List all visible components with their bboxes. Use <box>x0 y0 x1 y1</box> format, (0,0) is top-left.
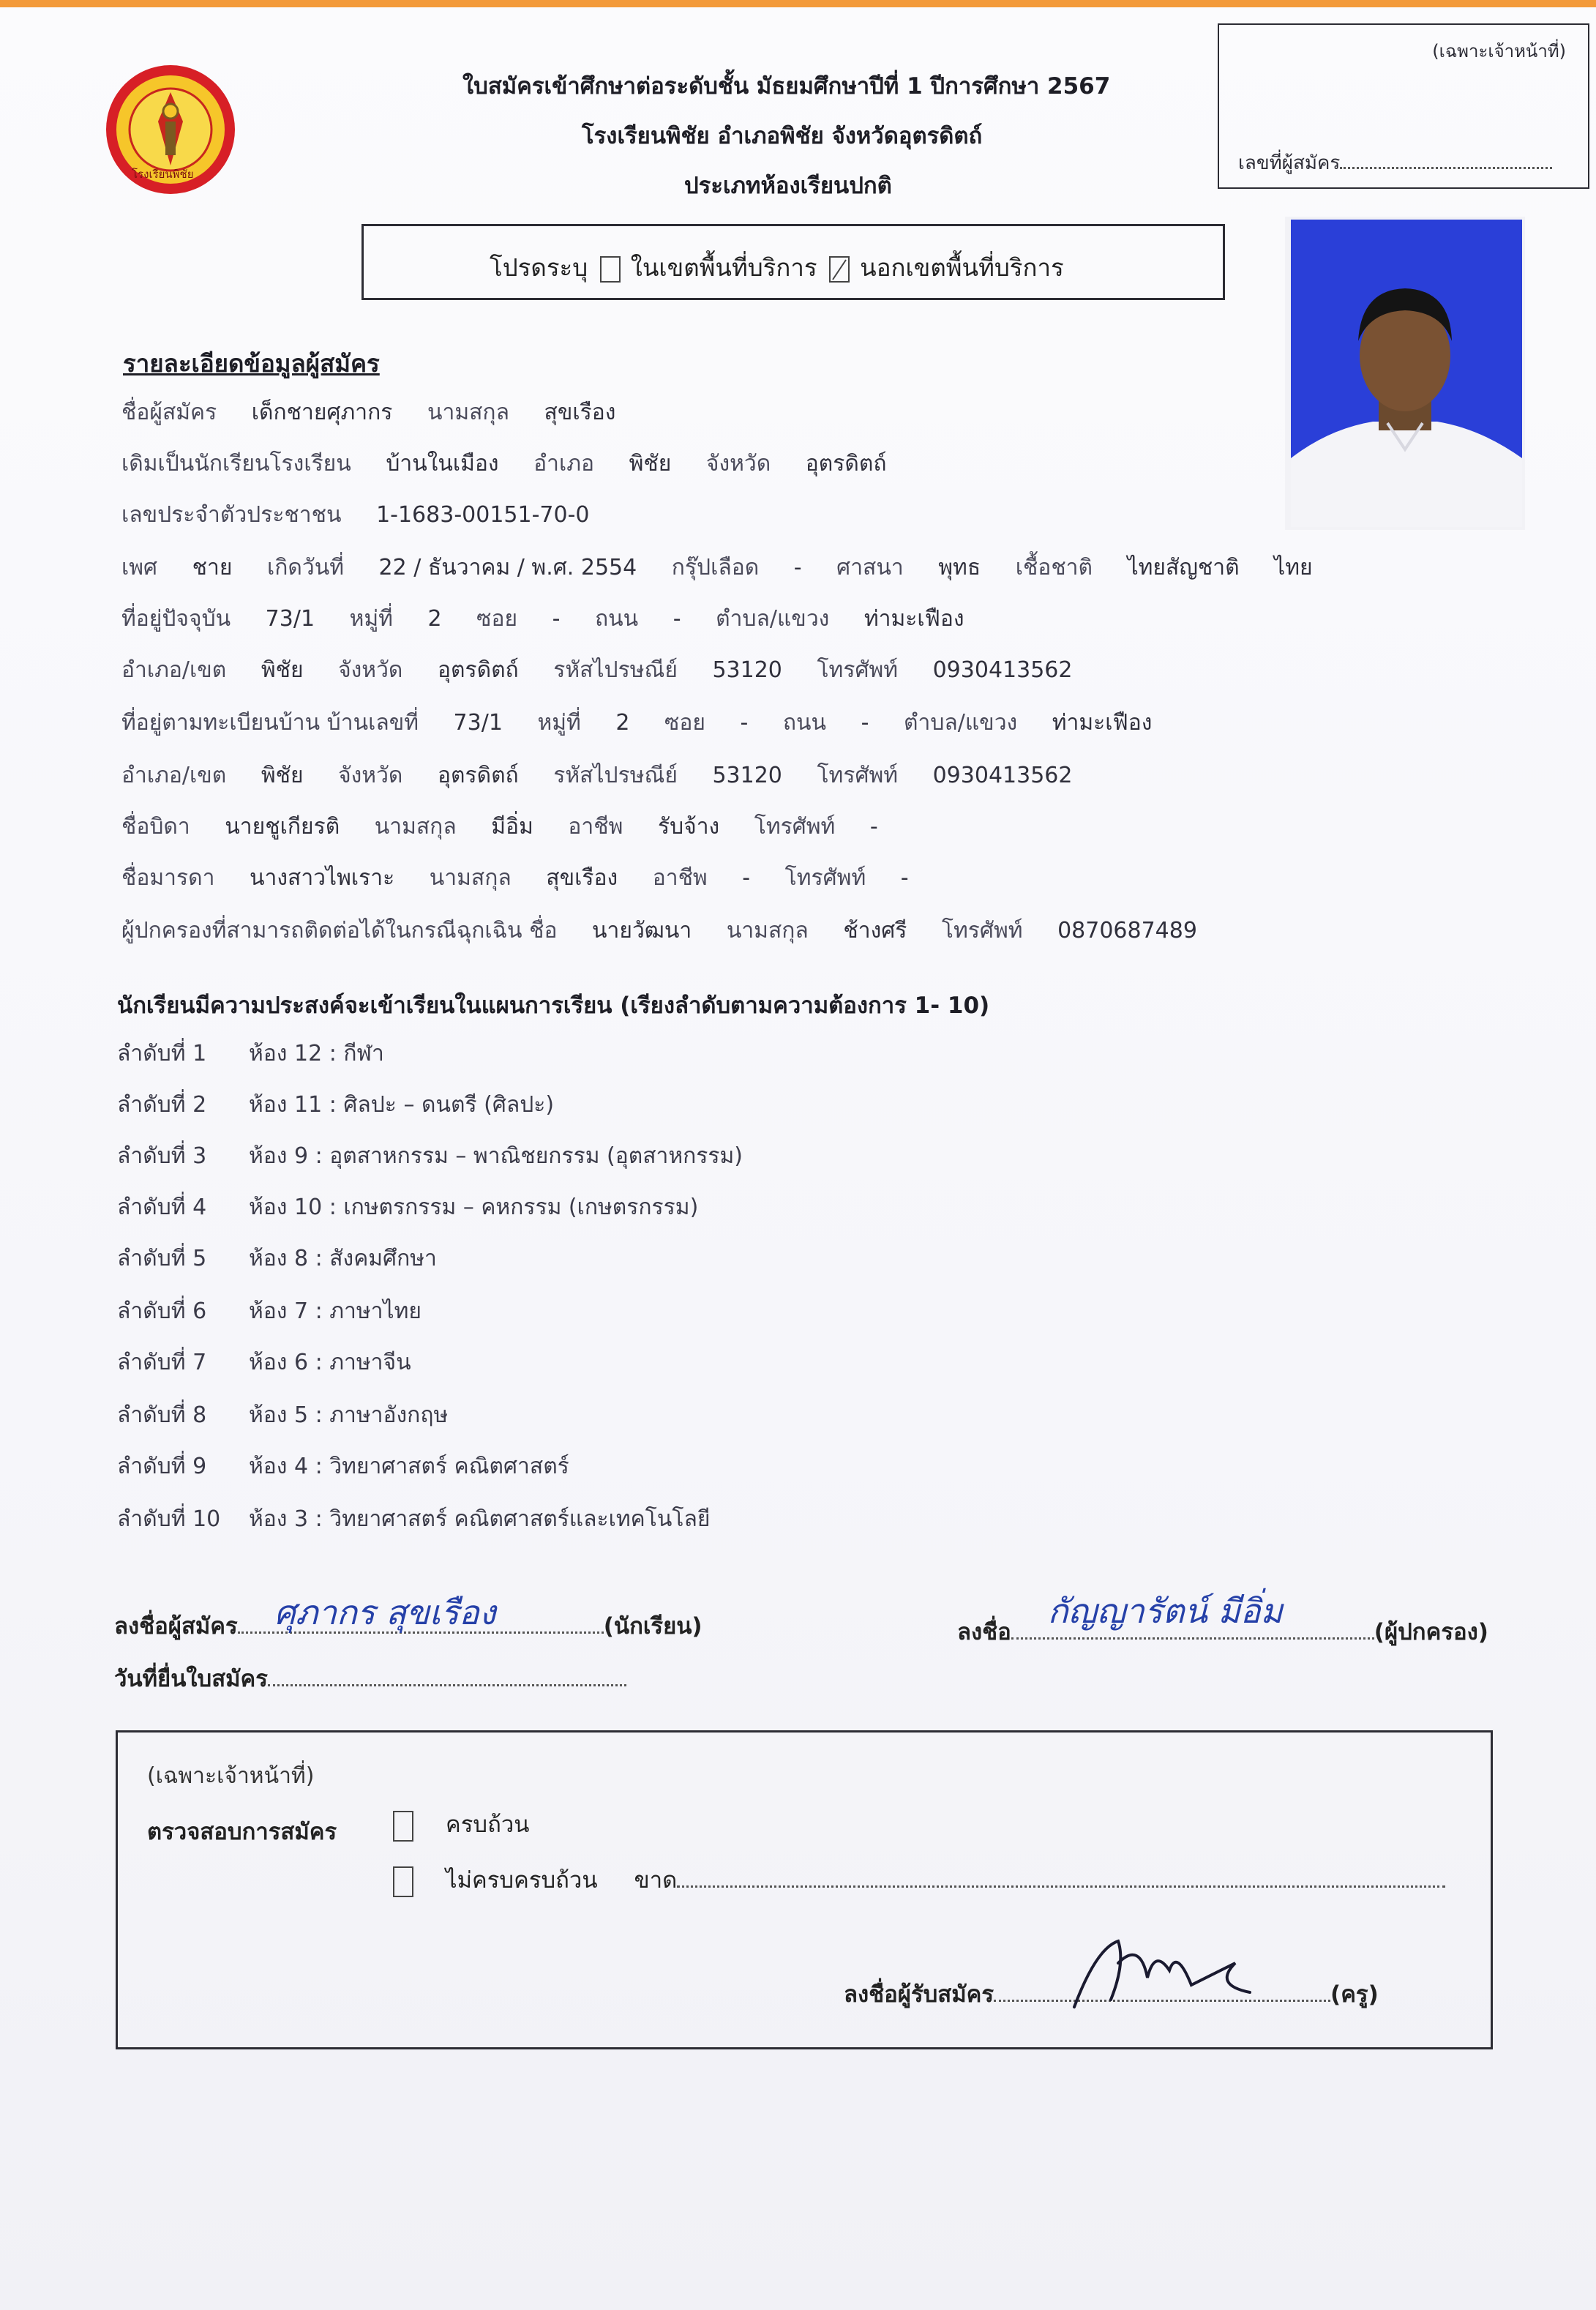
choice-room: ห้อง 7 : ภาษาไทย <box>249 1298 422 1324</box>
incomplete-option[interactable] <box>389 1861 1445 1898</box>
applicant-number-label <box>1238 148 1552 178</box>
applicant-number-blank[interactable] <box>1340 167 1552 169</box>
applicant-surname[interactable]: สุขเรือง <box>544 400 616 425</box>
in-zone-checkbox[interactable] <box>600 256 621 283</box>
choice-rank: ลำดับที่ 6 <box>117 1298 207 1324</box>
choice-room: ห้อง 12 : กีฬา <box>249 1041 384 1066</box>
father-surname-label: นามสกุล <box>374 814 457 840</box>
current-zip[interactable]: 53120 <box>712 657 782 683</box>
choice-rank: ลำดับที่ 4 <box>117 1195 207 1220</box>
choice-rank: ลำดับที่ 7 <box>117 1350 207 1375</box>
guardian-surname-label: นามสกุล <box>726 918 809 943</box>
guardian-tel[interactable]: 0870687489 <box>1057 918 1197 943</box>
choice-item[interactable] <box>117 1088 554 1122</box>
applicant-name-row <box>121 395 643 430</box>
registered-zip-label: รหัสไปรษณีย์ <box>553 763 678 788</box>
blood-type[interactable]: - <box>793 555 802 580</box>
registered-tel-label: โทรศัพท์ <box>817 763 899 788</box>
receiver-signature-line[interactable] <box>994 2000 1330 2002</box>
national-id-row <box>121 498 618 532</box>
applicant-signature: ศุภากร สุขเรือง <box>274 1593 496 1632</box>
birth-label: เกิดวันที่ <box>266 555 344 580</box>
class-type-line: ประเภทห้องเรียนปกติ <box>684 173 892 199</box>
applicant-role: (นักเรียน) <box>603 1613 703 1640</box>
sex-label: เพศ <box>121 555 158 580</box>
birth-date[interactable]: 22 / ธันวาคม / พ.ศ. 2554 <box>378 555 637 580</box>
school-province-label: จังหวัด <box>705 451 771 476</box>
current-province[interactable]: อุตรดิตถ์ <box>437 657 519 683</box>
father-name[interactable]: นายชูเกียรติ <box>225 814 340 840</box>
current-amphoe[interactable]: พิชัย <box>261 657 304 683</box>
applicant-name-label: ชื่อผู้สมัคร <box>121 400 217 425</box>
national-id-label: เลขประจำตัวประชาชน <box>121 502 342 528</box>
in-zone-label: ในเขตพื้นที่บริการ <box>630 253 817 282</box>
current-tambon[interactable]: ท่ามะเฟือง <box>863 606 964 632</box>
guardian-role: (ผู้ปกครอง) <box>1374 1619 1488 1645</box>
out-zone-label: นอกเขตพื้นที่บริการ <box>860 253 1064 282</box>
submit-date-label: วันที่ยื่นใบสมัคร <box>114 1666 268 1692</box>
choice-room: ห้อง 3 : วิทยาศาสตร์ คณิตศาสตร์และเทคโนโลยี <box>249 1506 711 1532</box>
father-label: ชื่อบิดา <box>121 814 190 840</box>
applicant-signature-line[interactable] <box>238 1593 604 1634</box>
registered-address-label: ที่อยู่ตามทะเบียนบ้าน บ้านเลขที่ <box>121 710 419 736</box>
blood-label: กรุ๊ปเลือด <box>671 555 760 580</box>
zone-selection-box <box>361 224 1225 300</box>
registered-tambon-label: ตำบล/แขวง <box>903 710 1018 736</box>
applicant-number-text: เลขที่ผู้สมัคร <box>1238 152 1341 174</box>
section-title: รายละเอียดข้อมูลผู้สมัคร <box>123 349 380 378</box>
guardian-tel-label: โทรศัพท์ <box>941 918 1023 943</box>
logo-text: โรงเรียนพิชัย <box>132 168 194 181</box>
current-address-row <box>121 602 992 636</box>
choice-room: ห้อง 8 : สังคมศึกษา <box>249 1246 437 1271</box>
previous-school-label: เดิมเป็นนักเรียนโรงเรียน <box>121 451 351 476</box>
registered-address-row-2 <box>121 758 1100 793</box>
guardian-signature-row <box>957 1591 1488 1650</box>
choice-rank: ลำดับที่ 3 <box>117 1143 207 1169</box>
choice-rank: ลำดับที่ 2 <box>117 1092 207 1118</box>
father-tel[interactable]: - <box>869 814 878 840</box>
guardian-surname[interactable]: ช้างศรี <box>843 918 907 943</box>
office-note-bottom: (เฉพาะเจ้าหน้าที่) <box>147 1763 315 1789</box>
mother-name[interactable]: นางสาวไพเราะ <box>250 865 395 891</box>
current-road-label: ถนน <box>595 606 639 632</box>
registered-zip[interactable]: 53120 <box>712 763 782 788</box>
father-job-label: อาชีพ <box>568 814 623 840</box>
current-address-row-2 <box>121 653 1100 687</box>
applicant-photo <box>1285 217 1525 530</box>
choice-rank: ลำดับที่ 9 <box>117 1454 207 1479</box>
guardian-label: ผู้ปกครองที่สามารถติดต่อได้ในกรณีฉุกเฉิน ชื่อ <box>121 918 558 943</box>
receiver-role: (ครู) <box>1330 1981 1379 2008</box>
mother-label: ชื่อมารดา <box>121 865 215 891</box>
mother-row <box>121 861 937 895</box>
current-tel[interactable]: 0930413562 <box>932 657 1073 683</box>
mother-surname-label: นามสกุล <box>429 865 512 891</box>
nationality[interactable]: ไทย <box>1274 555 1313 580</box>
current-province-label: จังหวัด <box>338 657 403 683</box>
current-road[interactable]: - <box>673 606 681 632</box>
current-tel-label: โทรศัพท์ <box>817 657 899 683</box>
mother-tel[interactable]: - <box>900 865 909 891</box>
form-title: ใบสมัครเข้าศึกษาต่อระดับชั้น มัธยมศึกษาปีที่ 1 ปีการศึกษา 2567 <box>462 73 1111 100</box>
religion[interactable]: พุทธ <box>938 555 981 580</box>
current-soi[interactable]: - <box>552 606 561 632</box>
registered-moo-label: หมู่ที่ <box>537 710 581 736</box>
school-line: โรงเรียนพิชัย อำเภอพิชัย จังหวัดอุตรดิตถ์ <box>582 123 983 149</box>
guardian-row <box>121 913 1225 948</box>
choice-item[interactable] <box>117 1139 743 1173</box>
missing-items-line[interactable] <box>677 1885 1445 1888</box>
choice-room: ห้อง 6 : ภาษาจีน <box>249 1350 411 1375</box>
current-tambon-label: ตำบล/แขวง <box>716 606 830 632</box>
school-logo <box>104 63 237 196</box>
applicant-signature-row <box>114 1593 703 1644</box>
choice-item[interactable] <box>117 1449 569 1484</box>
mother-job-label: อาชีพ <box>652 865 708 891</box>
out-zone-checkbox[interactable] <box>829 256 850 283</box>
choice-room: ห้อง 9 : อุตสาหกรรม – พาณิชยกรรม (อุตสาหกรรม) <box>249 1143 743 1169</box>
orange-top-edge <box>0 0 1596 7</box>
registered-amphoe-label: อำเภอ/เขต <box>121 763 227 788</box>
choice-rank: ลำดับที่ 10 <box>117 1506 221 1532</box>
race-label: เชื้อชาติ <box>1015 555 1093 580</box>
zone-selection-row <box>490 248 1064 287</box>
office-use-box-bottom <box>116 1730 1493 2049</box>
office-use-box-top <box>1218 23 1589 189</box>
current-moo[interactable]: 2 <box>427 606 442 632</box>
choice-item[interactable] <box>117 1190 698 1225</box>
personal-details-row <box>121 550 1341 585</box>
receiver-signature-row <box>844 1976 1379 2012</box>
registered-soi[interactable]: - <box>740 710 749 736</box>
incomplete-label: ไม่ครบครบถ้วน <box>446 1867 598 1894</box>
choice-room: ห้อง 10 : เกษตรกรรม – คหกรรม (เกษตรกรรม) <box>249 1195 699 1220</box>
complete-label: ครบถ้วน <box>446 1812 530 1838</box>
receiver-signature-scribble <box>1067 1919 1257 2014</box>
previous-school[interactable]: บ้านในเมือง <box>386 451 499 476</box>
office-note-top: (เฉพาะเจ้าหน้าที่) <box>1432 41 1566 61</box>
choice-item[interactable] <box>117 1241 437 1276</box>
father-job[interactable]: รับจ้าง <box>657 814 720 840</box>
father-surname[interactable]: มีอิ่ม <box>491 814 533 840</box>
applicant-name[interactable]: เด็กชายศุภากร <box>251 400 393 425</box>
choice-item[interactable] <box>117 1398 448 1432</box>
registered-address-row <box>121 706 1180 740</box>
sex[interactable]: ชาย <box>192 555 233 580</box>
mother-job[interactable]: - <box>742 865 751 891</box>
current-moo-label: หมู่ที่ <box>349 606 393 632</box>
registered-road-label: ถนน <box>782 710 827 736</box>
registered-tel[interactable]: 0930413562 <box>932 763 1073 788</box>
guardian-signature: กัญญารัตน์ มีอิ่ม <box>1047 1591 1283 1631</box>
registered-house-no[interactable]: 73/1 <box>453 710 503 736</box>
applicant-sign-label: ลงชื่อผู้สมัคร <box>114 1613 238 1640</box>
submit-date-line[interactable] <box>268 1684 626 1686</box>
applicant-surname-label: นามสกุล <box>427 400 509 425</box>
mother-surname[interactable]: สุขเรือง <box>546 865 618 891</box>
guardian-name[interactable]: นายวัฒนา <box>592 918 692 943</box>
zone-prefix: โปรดระบุ <box>490 253 588 282</box>
registered-province[interactable]: อุตรดิตถ์ <box>437 763 519 788</box>
missing-label: ขาด <box>634 1867 678 1894</box>
national-id[interactable]: 1-1683-00151-70-0 <box>376 502 590 528</box>
receiver-label: ลงชื่อผู้รับสมัคร <box>844 1981 994 2008</box>
registered-road[interactable]: - <box>861 710 869 736</box>
guardian-sign-label: ลงชื่อ <box>957 1619 1011 1645</box>
choice-rank: ลำดับที่ 8 <box>117 1402 207 1428</box>
current-house-no[interactable]: 73/1 <box>265 606 315 632</box>
choice-rank: ลำดับที่ 1 <box>117 1041 207 1066</box>
choice-item[interactable] <box>117 1036 384 1071</box>
registered-amphoe[interactable]: พิชัย <box>261 763 304 788</box>
father-tel-label: โทรศัพท์ <box>754 814 836 840</box>
previous-school-row <box>121 446 915 481</box>
choice-item[interactable] <box>117 1502 710 1536</box>
choice-room: ห้อง 4 : วิทยาศาสตร์ คณิตศาสตร์ <box>249 1454 569 1479</box>
current-soi-label: ซอย <box>476 606 518 632</box>
current-address-label: ที่อยู่ปัจจุบัน <box>121 606 231 632</box>
religion-label: ศาสนา <box>836 555 904 580</box>
school-amphoe[interactable]: พิชัย <box>629 451 672 476</box>
submit-date-row <box>114 1660 626 1697</box>
complete-option[interactable] <box>389 1806 529 1842</box>
choice-room: ห้อง 5 : ภาษาอังกฤษ <box>249 1402 449 1428</box>
choice-item[interactable] <box>117 1294 422 1328</box>
mother-tel-label: โทรศัพท์ <box>784 865 866 891</box>
registered-soi-label: ซอย <box>664 710 705 736</box>
registered-moo[interactable]: 2 <box>615 710 630 736</box>
race[interactable]: ไทยสัญชาติ <box>1127 555 1240 580</box>
guardian-signature-line[interactable] <box>1011 1591 1374 1640</box>
plan-title: นักเรียนมีความประสงค์จะเข้าเรียนในแผนการเรียน (เรียงลำดับตามความต้องการ 1- 10) <box>117 993 990 1019</box>
incomplete-checkbox[interactable] <box>393 1866 413 1897</box>
father-row <box>121 810 906 844</box>
complete-checkbox[interactable] <box>393 1811 413 1842</box>
choice-rank: ลำดับที่ 5 <box>117 1246 207 1271</box>
choice-room: ห้อง 11 : ศิลปะ – ดนตรี (ศิลปะ) <box>249 1092 555 1118</box>
current-amphoe-label: อำเภอ/เขต <box>121 657 227 683</box>
check-label: ตรวจสอบการสมัคร <box>147 1819 337 1845</box>
current-zip-label: รหัสไปรษณีย์ <box>553 657 678 683</box>
school-province[interactable]: อุตรดิตถ์ <box>805 451 887 476</box>
choice-item[interactable] <box>117 1345 411 1380</box>
school-amphoe-label: อำเภอ <box>533 451 595 476</box>
registered-tambon[interactable]: ท่ามะเฟือง <box>1052 710 1153 736</box>
registered-province-label: จังหวัด <box>338 763 403 788</box>
